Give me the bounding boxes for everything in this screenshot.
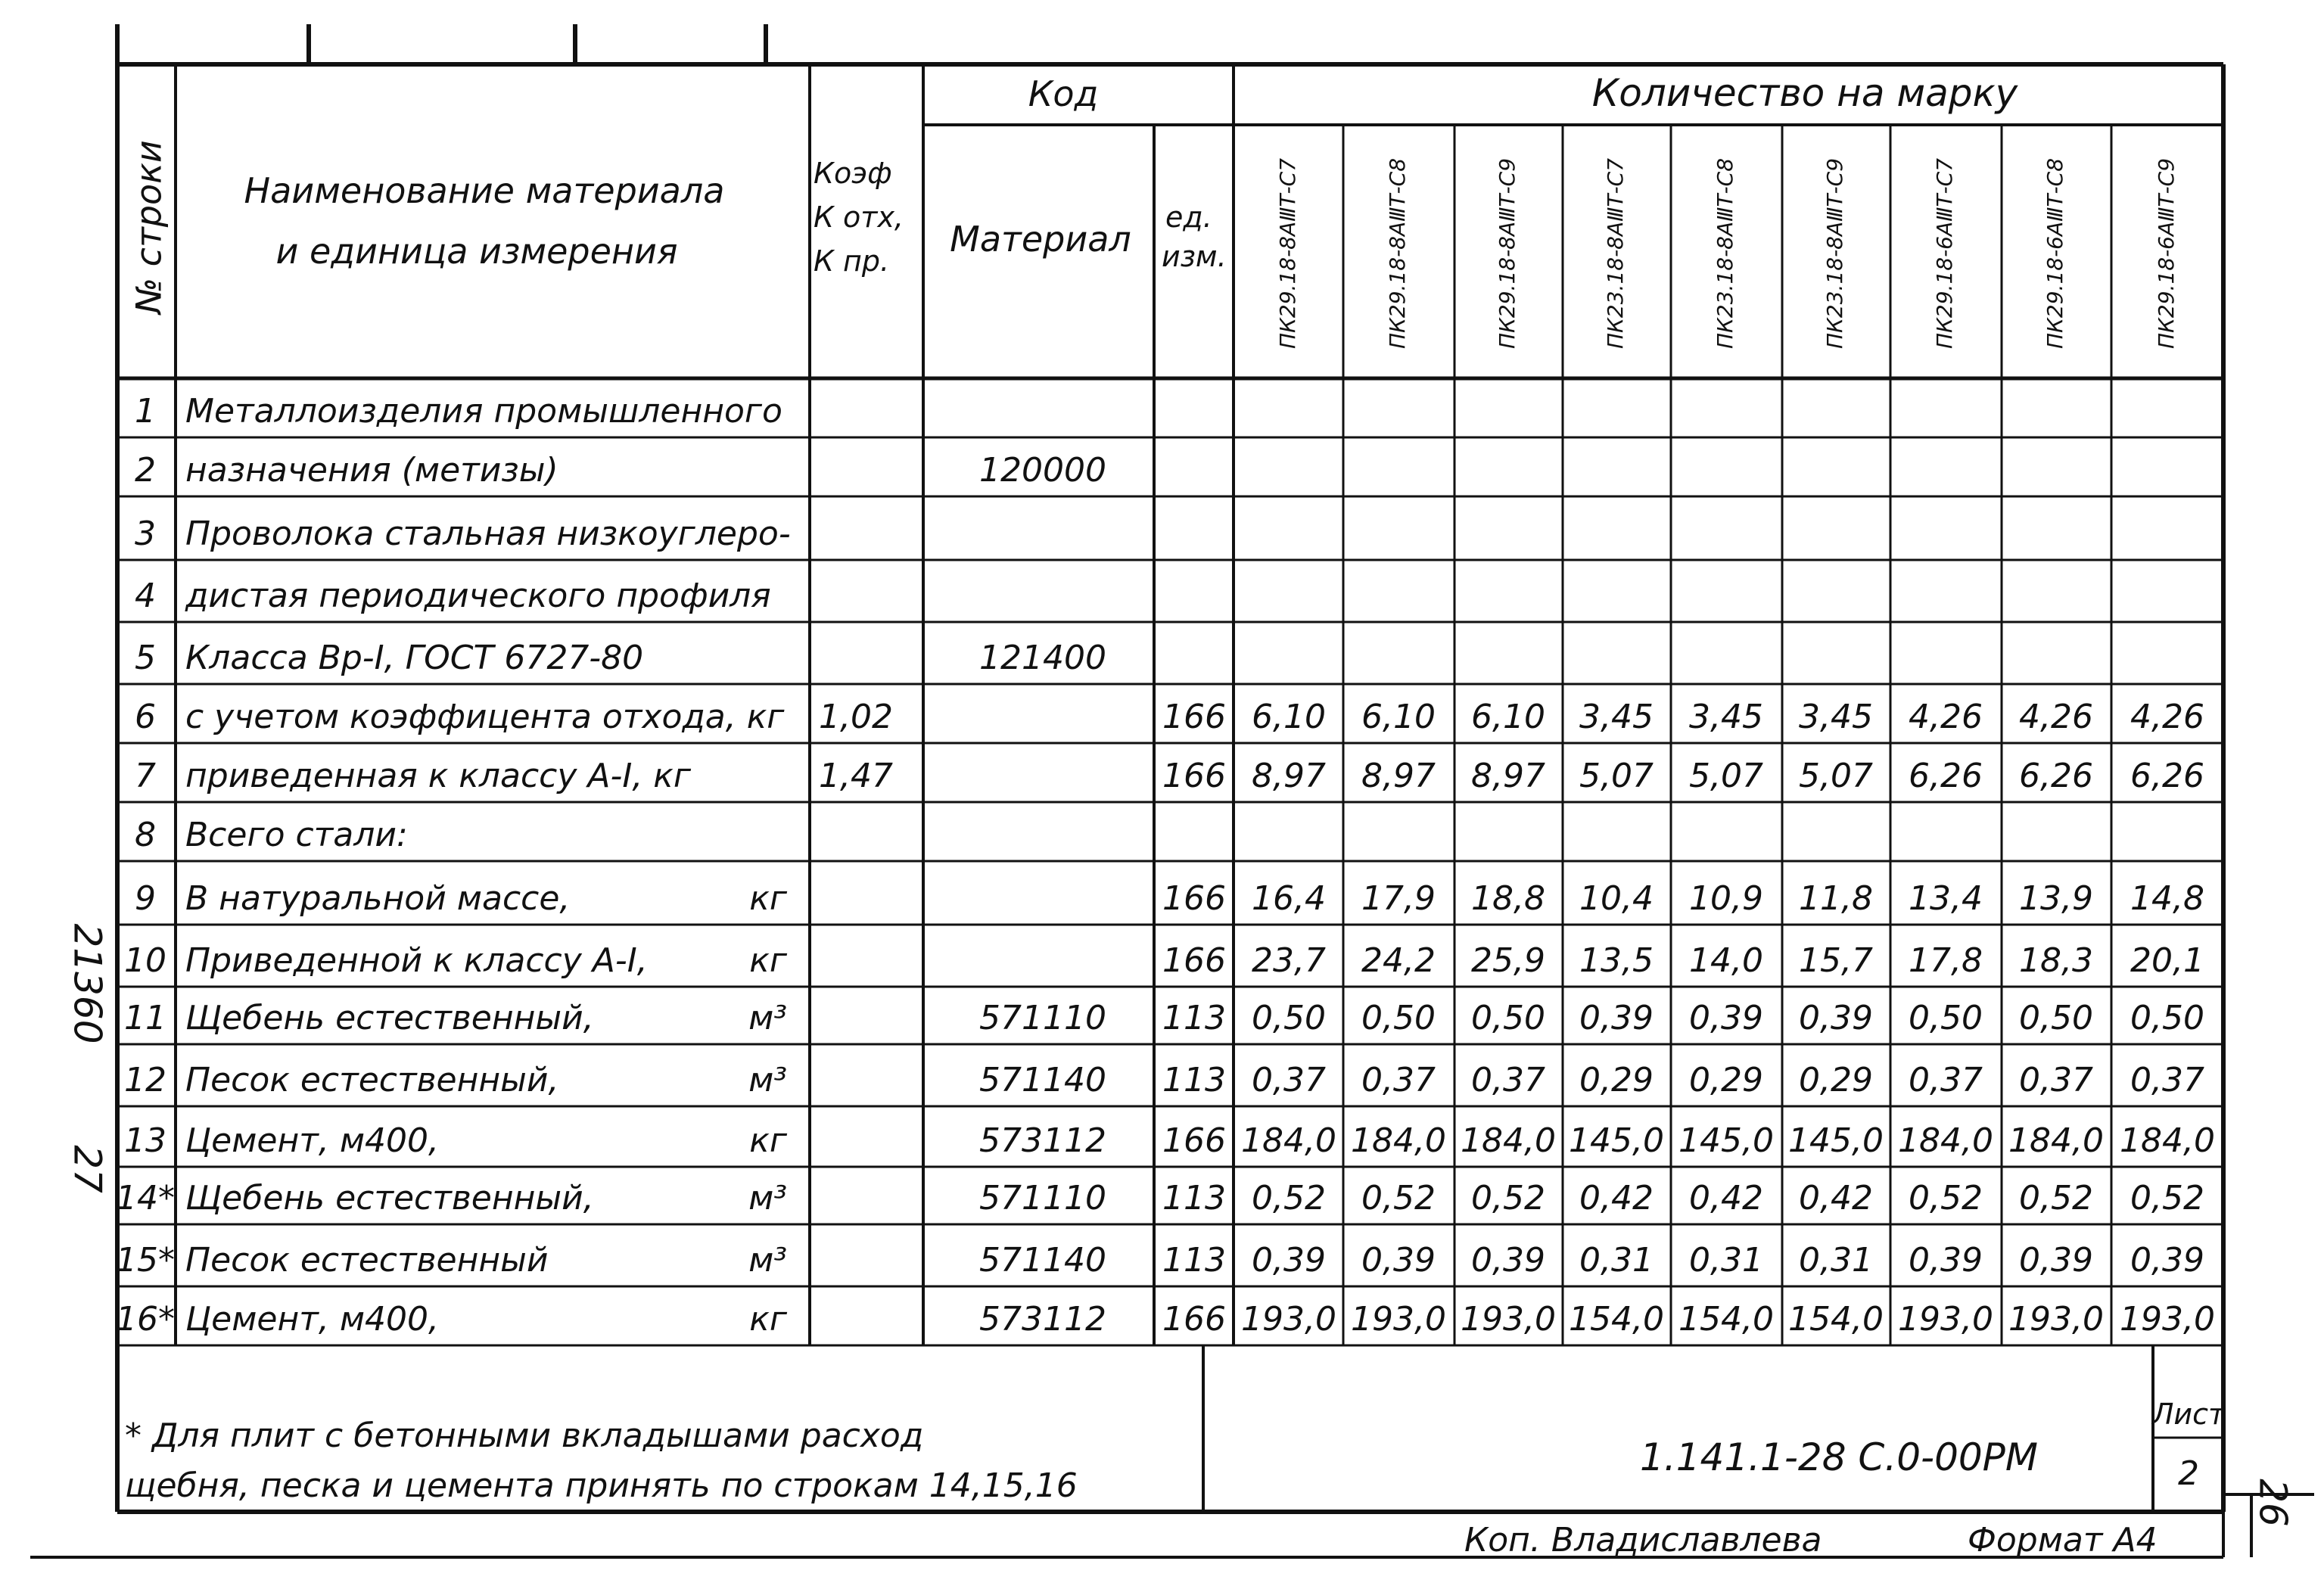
quantity-cell: 17,8 (1909, 941, 1983, 980)
quantity-cell: 154,0 (1569, 1300, 1664, 1339)
row-number: 5 (135, 639, 156, 677)
quantity-cell: 13,9 (2019, 879, 2093, 918)
quantity-cell: 154,0 (1678, 1300, 1774, 1339)
quantity-cell: 0,39 (1579, 999, 1654, 1037)
quantity-cell: 15,7 (1799, 941, 1873, 980)
header-kod: Код (1028, 73, 1099, 114)
quantity-cell: 0,31 (1579, 1241, 1654, 1280)
unit-word: м³ (748, 1061, 787, 1099)
material-code: 571140 (979, 1061, 1106, 1099)
quantity-cell: 0,50 (1361, 999, 1436, 1037)
unit-code: 166 (1162, 1121, 1226, 1160)
unit-code: 113 (1162, 1061, 1226, 1099)
material-code: 571140 (979, 1241, 1106, 1280)
material-code: 573112 (979, 1121, 1106, 1160)
quantity-cell: 14,8 (2130, 879, 2204, 918)
quantity-cell: 18,8 (1471, 879, 1545, 918)
quantity-cell: 0,39 (1252, 1241, 1326, 1280)
material-name: дистая периодического профиля (185, 577, 771, 615)
quantity-cell: 0,37 (2130, 1061, 2204, 1099)
margin-stamp: 21360 (65, 923, 110, 1044)
material-name: Песок естественный, (185, 1061, 559, 1099)
material-name: Песок естественный (185, 1241, 549, 1280)
material-name: Металлоизделия промышленного (185, 392, 782, 431)
material-name: В натуральной массе, (185, 879, 571, 918)
quantity-cell: 0,50 (2019, 999, 2093, 1037)
quantity-cell: 20,1 (2130, 941, 2204, 980)
quantity-cell: 0,39 (1471, 1241, 1545, 1280)
unit-code: 166 (1162, 698, 1226, 736)
quantity-cell: 0,52 (1471, 1179, 1545, 1217)
quantity-cell: 145,0 (1678, 1121, 1774, 1160)
header-unit-line1: ед. (1165, 201, 1212, 234)
quantity-cell: 0,52 (1909, 1179, 1983, 1217)
copied-by: Коп. Владиславлева (1464, 1521, 1822, 1559)
material-name: Щебень естественный, (185, 1179, 594, 1217)
unit-word: м³ (748, 1241, 787, 1280)
quantity-cell: 5,07 (1689, 757, 1763, 795)
quantity-cell: 193,0 (1351, 1300, 1446, 1339)
quantity-cell: 0,52 (2019, 1179, 2093, 1217)
unit-code: 113 (1162, 1179, 1226, 1217)
row-number: 12 (124, 1061, 166, 1099)
quantity-cell: 10,9 (1689, 879, 1763, 918)
row-number: 11 (124, 999, 166, 1037)
header-row-no: № строки (128, 140, 170, 314)
mark-header: ПК23.18-8АⅢТ-С8 (1713, 157, 1738, 350)
unit-word: кг (749, 1121, 787, 1160)
unit-word: кг (749, 941, 787, 980)
quantity-cell: 0,31 (1799, 1241, 1873, 1280)
table-content (116, 158, 2215, 1339)
quantity-cell: 0,37 (1909, 1061, 1983, 1099)
row-number: 13 (124, 1121, 166, 1160)
quantity-cell: 11,8 (1799, 879, 1873, 918)
quantity-cell: 0,39 (1909, 1241, 1983, 1280)
quantity-cell: 8,97 (1361, 757, 1436, 795)
header-koef-line2: К отх, (814, 201, 904, 234)
quantity-cell: 10,4 (1579, 879, 1654, 918)
quantity-cell: 6,10 (1361, 698, 1436, 736)
quantity-cell: 0,52 (1252, 1179, 1326, 1217)
drawing-code: 1.141.1-28 С.0-00РМ (1640, 1435, 2038, 1479)
quantity-cell: 193,0 (2120, 1300, 2215, 1339)
quantity-cell: 6,26 (2130, 757, 2204, 795)
material-code: 573112 (979, 1300, 1106, 1339)
row-number: 1 (135, 392, 156, 431)
quantity-cell: 145,0 (1788, 1121, 1884, 1160)
material-name: приведенная к классу А-I, кг (185, 757, 691, 795)
quantity-cell: 4,26 (2130, 698, 2204, 736)
quantity-cell: 4,26 (2019, 698, 2093, 736)
quantity-cell: 6,10 (1471, 698, 1545, 736)
quantity-cell: 0,29 (1689, 1061, 1763, 1099)
mark-header: ПК29.18-6АⅢТ-С7 (1932, 157, 1957, 350)
quantity-cell: 18,3 (2019, 941, 2093, 980)
quantity-cell: 193,0 (1461, 1300, 1556, 1339)
mark-header: ПК23.18-8АⅢТ-С7 (1603, 157, 1628, 350)
material-name: Цемент, м400, (185, 1121, 440, 1160)
quantity-cell: 0,39 (1361, 1241, 1436, 1280)
header-name-line2: и единица измерения (275, 231, 678, 272)
quantity-cell: 5,07 (1799, 757, 1873, 795)
quantity-cell: 0,39 (2019, 1241, 2093, 1280)
sheet-number: 2 (2178, 1454, 2199, 1493)
quantity-cell: 184,0 (1351, 1121, 1446, 1160)
material-name: Проволока стальная низкоуглеро- (185, 515, 791, 553)
material-name: Всего стали: (185, 816, 408, 854)
material-name: Щебень естественный, (185, 999, 594, 1037)
material-name: Цемент, м400, (185, 1300, 440, 1339)
quantity-cell: 0,42 (1689, 1179, 1763, 1217)
material-code: 571110 (979, 999, 1106, 1037)
unit-code: 166 (1162, 941, 1226, 980)
quantity-cell: 0,31 (1689, 1241, 1763, 1280)
row-number: 16* (116, 1300, 175, 1339)
quantity-cell: 8,97 (1252, 757, 1326, 795)
header-koef-line1: Коэф (814, 157, 892, 190)
unit-word: м³ (748, 1179, 787, 1217)
row-number: 6 (135, 698, 156, 736)
header-koef-line3: К пр. (814, 244, 890, 278)
quantity-cell: 24,2 (1361, 941, 1436, 980)
unit-word: кг (749, 879, 787, 918)
row-number: 2 (135, 451, 156, 490)
row-number: 10 (124, 941, 166, 980)
mark-header: ПК29.18-8АⅢТ-С9 (1495, 157, 1520, 350)
quantity-cell: 0,37 (1471, 1061, 1545, 1099)
row-number: 9 (135, 879, 156, 918)
unit-code: 113 (1162, 999, 1226, 1037)
quantity-cell: 0,42 (1799, 1179, 1873, 1217)
quantity-cell: 184,0 (2120, 1121, 2215, 1160)
row-number: 4 (135, 577, 156, 615)
quantity-cell: 17,9 (1361, 879, 1436, 918)
quantity-cell: 145,0 (1569, 1121, 1664, 1160)
material-name: назначения (метизы) (185, 451, 558, 490)
unit-code: 166 (1162, 879, 1226, 918)
quantity-cell: 0,37 (1252, 1061, 1326, 1099)
quantity-cell: 0,50 (1909, 999, 1983, 1037)
quantity-cell: 13,5 (1579, 941, 1654, 980)
quantity-cell: 14,0 (1689, 941, 1763, 980)
quantity-cell: 6,26 (1909, 757, 1983, 795)
koef-value: 1,47 (819, 757, 893, 795)
header-unit-line2: изм. (1162, 240, 1227, 273)
koef-value: 1,02 (819, 698, 893, 736)
quantity-cell: 193,0 (1898, 1300, 1993, 1339)
quantity-cell: 0,52 (2130, 1179, 2204, 1217)
quantity-cell: 193,0 (2008, 1300, 2104, 1339)
unit-code: 113 (1162, 1241, 1226, 1280)
quantity-cell: 154,0 (1788, 1300, 1884, 1339)
quantity-cell: 8,97 (1471, 757, 1545, 795)
quantity-cell: 4,26 (1909, 698, 1983, 736)
footnote-line1: * Для плит с бетонными вкладышами расход (125, 1416, 924, 1455)
footnote-line2: щебня, песка и цемента принять по строкам 14,15,16 (125, 1466, 1078, 1505)
sheet-label: Лист (2151, 1398, 2226, 1431)
mark-header: ПК29.18-8АⅢТ-С7 (1275, 157, 1300, 350)
mark-header: ПК29.18-6АⅢТ-С9 (2154, 157, 2179, 350)
quantity-cell: 5,07 (1579, 757, 1654, 795)
unit-code: 166 (1162, 1300, 1226, 1339)
material-name: Приведенной к классу А-I, (185, 941, 648, 980)
margin-page-right: 26 (2251, 1479, 2295, 1527)
quantity-cell: 3,45 (1689, 698, 1763, 736)
row-number: 8 (135, 816, 156, 854)
mark-header: ПК23.18-8АⅢТ-С9 (1822, 157, 1847, 350)
header-quantity: Количество на марку (1591, 71, 2018, 115)
quantity-cell: 0,37 (2019, 1061, 2093, 1099)
quantity-cell: 13,4 (1909, 879, 1983, 918)
quantity-cell: 184,0 (1898, 1121, 1993, 1160)
format-label: Формат А4 (1968, 1521, 2158, 1559)
quantity-cell: 0,39 (1799, 999, 1873, 1037)
unit-word: кг (749, 1300, 787, 1339)
row-number: 14* (116, 1179, 175, 1217)
quantity-cell: 0,39 (2130, 1241, 2204, 1280)
row-number: 15* (116, 1241, 175, 1280)
material-code: 120000 (979, 451, 1106, 490)
quantity-cell: 0,50 (2130, 999, 2204, 1037)
quantity-cell: 0,50 (1252, 999, 1326, 1037)
quantity-cell: 23,7 (1252, 941, 1326, 980)
quantity-cell: 6,10 (1252, 698, 1326, 736)
row-number: 7 (135, 757, 156, 795)
quantity-cell: 3,45 (1799, 698, 1873, 736)
quantity-cell: 0,42 (1579, 1179, 1654, 1217)
mark-header: ПК29.18-6АⅢТ-С8 (2042, 157, 2067, 350)
quantity-cell: 184,0 (2008, 1121, 2104, 1160)
quantity-cell: 0,50 (1471, 999, 1545, 1037)
quantity-cell: 16,4 (1252, 879, 1326, 918)
quantity-cell: 0,29 (1579, 1061, 1654, 1099)
quantity-cell: 184,0 (1461, 1121, 1556, 1160)
material-code: 121400 (979, 639, 1106, 677)
quantity-cell: 0,39 (1689, 999, 1763, 1037)
quantity-cell: 3,45 (1579, 698, 1654, 736)
material-code: 571110 (979, 1179, 1106, 1217)
material-name: Класса Вр-I, ГОСТ 6727-80 (185, 639, 644, 677)
quantity-cell: 0,52 (1361, 1179, 1436, 1217)
quantity-cell: 0,37 (1361, 1061, 1436, 1099)
material-name: с учетом коэффицента отхода, кг (185, 698, 785, 736)
margin-page-left: 27 (65, 1145, 110, 1193)
header-material: Материал (950, 219, 1131, 260)
quantity-cell: 0,29 (1799, 1061, 1873, 1099)
quantity-cell: 25,9 (1471, 941, 1545, 980)
header-name-line1: Наименование материала (244, 170, 725, 211)
quantity-cell: 6,26 (2019, 757, 2093, 795)
quantity-cell: 193,0 (1241, 1300, 1336, 1339)
quantity-cell: 184,0 (1241, 1121, 1336, 1160)
row-number: 3 (135, 515, 156, 553)
mark-header: ПК29.18-8АⅢТ-С8 (1385, 157, 1410, 350)
unit-word: м³ (748, 999, 787, 1037)
unit-code: 166 (1162, 757, 1226, 795)
